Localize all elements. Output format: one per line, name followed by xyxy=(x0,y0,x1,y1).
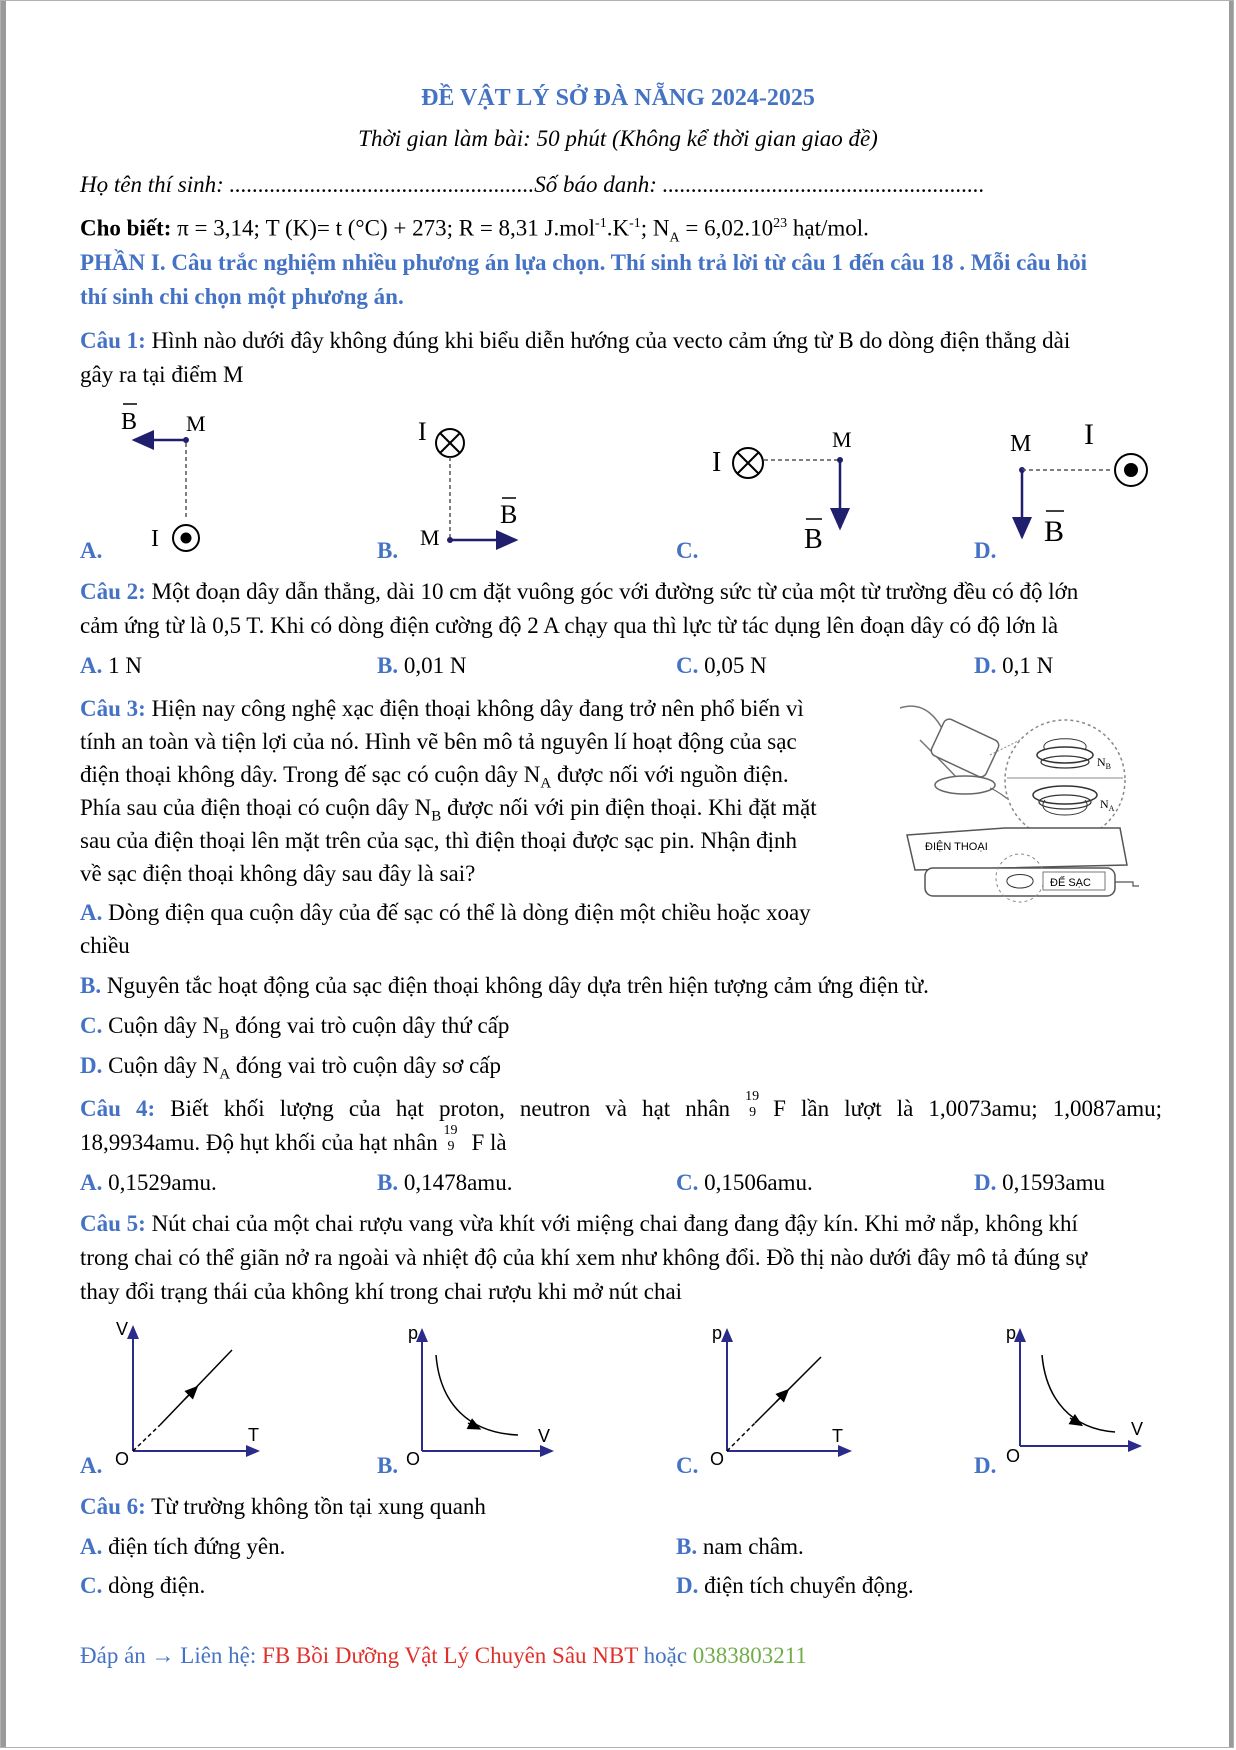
option-text: Cuộn dây N xyxy=(102,1053,220,1078)
given-text: ; N xyxy=(640,215,670,241)
q3-option-a[interactable] xyxy=(80,896,811,929)
q4-option-b[interactable] xyxy=(377,1166,512,1199)
origin-label: O xyxy=(1006,1446,1021,1466)
q5-option-a[interactable] xyxy=(80,1449,102,1482)
q1-stem-2: gây ra tại điểm M xyxy=(80,362,244,387)
q1-label: Câu 1: xyxy=(80,328,146,353)
option-label: A. xyxy=(80,1534,103,1559)
q3-sub: A xyxy=(540,775,552,792)
footer-contact xyxy=(80,1643,807,1669)
coil-na-label: $N_A$ xyxy=(1100,797,1115,813)
atomic-number: 9 xyxy=(749,1105,757,1120)
option-label: D. xyxy=(974,1453,997,1478)
option-text: 0,1529amu. xyxy=(102,1170,217,1195)
q5-text: Nút chai của một chai rượu vang vừa khít với miệng chai đang đang đậy kín. Khi mở nắp, không khí xyxy=(145,1211,1078,1236)
given-sup: -1 xyxy=(595,216,607,231)
current-i-label: I xyxy=(1084,418,1094,451)
current-i-label: I xyxy=(151,526,159,552)
given-label: Cho biết: xyxy=(80,215,172,241)
current-i-label: I xyxy=(418,417,427,446)
q6-option-a[interactable] xyxy=(80,1530,285,1563)
q2-option-c[interactable] xyxy=(676,649,767,682)
point-m-label: M xyxy=(832,427,852,452)
option-text: điện tích đứng yên. xyxy=(102,1534,286,1559)
q1-fig-c xyxy=(712,427,852,555)
option-label: D. xyxy=(676,1573,699,1598)
x-axis-label: V xyxy=(538,1426,551,1446)
q3-stem-5: sau của điện thoại lên mặt trên của sạc, thì điện thoại được sạc pin. Nhận định xyxy=(80,828,797,853)
y-axis-label: p xyxy=(712,1323,723,1343)
option-text: 0,1593amu xyxy=(996,1170,1105,1195)
q3-sub: B xyxy=(431,808,442,825)
y-axis-label: V xyxy=(116,1319,129,1339)
given-sub: A xyxy=(669,230,680,246)
option-text: điện tích chuyển động. xyxy=(698,1573,914,1598)
option-label: C. xyxy=(80,1573,103,1598)
q5-graphs xyxy=(0,1315,1236,1475)
q3-text: Phía sau của điện thoại có cuộn dây N xyxy=(80,795,432,820)
mass-number: 19 xyxy=(443,1123,458,1138)
q6-stem xyxy=(80,1490,486,1523)
given-text: .K xyxy=(606,215,630,241)
option-text: Dòng điện qua cuộn dây của đế sạc có thể là dòng điện một chiều hoặc xoay xyxy=(102,900,811,925)
option-label: A. xyxy=(80,1170,103,1195)
q2-text: Một đoạn dây dẫn thẳng, dài 10 cm đặt vuông góc với đường sức từ của một từ trường đều có độ lớn xyxy=(145,579,1079,604)
given-text: π = 3,14; T (K)= t (°C) + 273; R = 8,31 J.mol xyxy=(171,215,596,241)
section-heading-2: thí sinh chi chọn một phương án. xyxy=(80,284,404,309)
q6-text: Từ trường không tồn tại xung quanh xyxy=(145,1494,486,1519)
q3-option-a-cont: chiều xyxy=(80,933,130,958)
given-text: = 6,02.10 xyxy=(679,215,774,241)
q4-text: lần lượt là 1,0073amu; 1,0087amu; xyxy=(785,1096,1163,1121)
origin-label: O xyxy=(115,1449,130,1469)
q4-text: Biết khối lượng của hạt proton, neutron và hạt nhân xyxy=(155,1096,746,1121)
candidate-name: Họ tên thí sinh: ..................................................... xyxy=(80,172,535,197)
q6-option-d[interactable] xyxy=(676,1569,914,1602)
q3-text: điện thoại không dây. Trong đế sạc có cuộn dây N xyxy=(80,762,541,787)
option-text: Nguyên tắc hoạt động của sạc điện thoại không dây dựa trên hiện tượng cảm ứng điện từ. xyxy=(101,973,929,998)
option-label: A. xyxy=(80,900,103,925)
q3-text: được nối với pin điện thoại. Khi đặt mặt xyxy=(441,795,817,820)
option-label: B. xyxy=(377,538,399,563)
q4-label: Câu 4: xyxy=(80,1096,156,1121)
option-label: A. xyxy=(80,1453,103,1478)
q1-option-d[interactable] xyxy=(974,534,996,567)
option-label: D. xyxy=(974,1170,997,1195)
option-label: B. xyxy=(377,1170,399,1195)
given-sup: -1 xyxy=(629,216,641,231)
phone-label: ĐIỆN THOẠI xyxy=(925,841,988,853)
q4-stem-2 xyxy=(80,1123,507,1159)
option-text: 0,01 N xyxy=(398,653,467,678)
point-m-label: M xyxy=(1010,431,1032,457)
q3-label: Câu 3: xyxy=(80,696,146,721)
current-i-label: I xyxy=(712,447,722,478)
option-label: A. xyxy=(80,538,103,563)
q4-option-c[interactable] xyxy=(676,1166,813,1199)
q3-stem-6: về sạc điện thoại không dây sau đây là sai? xyxy=(80,861,476,886)
q1-fig-a xyxy=(121,404,206,552)
option-text: 0,1478amu. xyxy=(398,1170,513,1195)
option-text: 0,05 N xyxy=(698,653,767,678)
q6-option-b[interactable] xyxy=(676,1530,804,1563)
q3-stem-2: tính an toàn và tiện lợi của nó. Hình vẽ bên mô tả nguyên lí hoạt động của sạc xyxy=(80,729,797,754)
q1-stem xyxy=(80,324,1070,357)
q5-label: Câu 5: xyxy=(80,1211,146,1236)
q5-option-c[interactable] xyxy=(676,1449,698,1482)
q2-stem-2: cảm ứng từ là 0,5 T. Khi có dòng điện cường độ 2 A chạy qua thì lực từ tác dụng lên đoạn dây có độ lớn là xyxy=(80,613,1059,638)
option-label: B. xyxy=(377,1453,399,1478)
q1-fig-b xyxy=(418,417,517,550)
option-text: dòng điện. xyxy=(102,1573,206,1598)
option-text: 0,1 N xyxy=(996,653,1054,678)
point-m-label: M xyxy=(420,525,440,550)
q4-option-d[interactable] xyxy=(974,1166,1105,1199)
option-label: D. xyxy=(974,653,997,678)
q3-option-d[interactable] xyxy=(80,1049,501,1092)
option-sub: A xyxy=(219,1066,231,1083)
option-text: Cuộn dây N xyxy=(102,1013,220,1038)
point-m-label: M xyxy=(186,411,206,436)
option-text: nam châm. xyxy=(697,1534,804,1559)
footer-phone[interactable]: 0383803211 xyxy=(692,1643,807,1668)
q2-stem xyxy=(80,575,1078,608)
option-label: A. xyxy=(80,653,103,678)
option-label: C. xyxy=(676,538,699,563)
q5-graph-c xyxy=(710,1323,850,1469)
x-axis-label: T xyxy=(832,1426,843,1446)
footer-fb-link[interactable]: FB Bồi Dưỡng Vật Lý Chuyên Sâu NBT xyxy=(262,1643,638,1668)
nuclide-symbol xyxy=(443,1123,471,1154)
q5-stem-3: thay đổi trạng thái của không khí trong chai rượu khi mở nút chai xyxy=(80,1279,683,1304)
q4-stem xyxy=(80,1089,1163,1125)
q5-stem xyxy=(80,1207,1078,1240)
exam-title: ĐỀ VẬT LÝ SỞ ĐÀ NẴNG 2024-2025 xyxy=(421,85,815,111)
mass-number: 19 xyxy=(745,1089,760,1104)
wireless-charger-figure xyxy=(895,700,1145,905)
option-label: B. xyxy=(80,973,102,998)
q4-text: là xyxy=(484,1130,507,1155)
q5-graph-a xyxy=(115,1319,259,1469)
option-label: B. xyxy=(676,1534,698,1559)
q4-text: 18,9934amu. Độ hụt khối của hạt nhân xyxy=(80,1130,444,1155)
x-axis-label: V xyxy=(1131,1419,1144,1439)
b-vector-label: B xyxy=(804,524,823,555)
nuclide-symbol-text: F xyxy=(471,1130,485,1155)
b-vector-label: B xyxy=(1044,515,1065,548)
option-text: 1 N xyxy=(102,653,142,678)
x-axis-label: T xyxy=(248,1425,259,1445)
option-label: D. xyxy=(974,538,997,563)
q1-figures xyxy=(0,395,1236,565)
q1-option-b[interactable] xyxy=(377,534,398,567)
origin-label: O xyxy=(710,1449,725,1469)
option-text: 0,1506amu. xyxy=(698,1170,813,1195)
exam-subtitle: Thời gian làm bài: 50 phút (Không kể thời gian giao đề) xyxy=(358,126,878,151)
q3-stem xyxy=(80,692,804,725)
candidate-id: Số báo danh: ........................................................ xyxy=(534,172,985,197)
given-text: hạt/mol. xyxy=(787,215,869,241)
q5-stem-2: trong chai có thể giãn nở ra ngoài và nhiệt độ của khí xem như không đổi. Đồ thị nào dưới đây mô tả đúng sự xyxy=(80,1245,1088,1270)
y-axis-label: p xyxy=(1006,1323,1017,1343)
q3-text: được nối với nguồn điện. xyxy=(551,762,789,787)
q3-text: Hiện nay công nghệ xạc điện thoại không dây đang trở nên phổ biến vì xyxy=(145,696,804,721)
q3-option-c[interactable] xyxy=(80,1009,509,1052)
option-label: C. xyxy=(676,1453,699,1478)
q1-text: Hình nào dưới đây không đúng khi biểu diễn hướng của vecto cảm ứng từ B do dòng điện thẳng dài xyxy=(145,328,1071,353)
option-label: C. xyxy=(676,1170,699,1195)
candidate-line xyxy=(80,168,985,201)
b-vector-label: B xyxy=(121,409,138,435)
y-axis-label: p xyxy=(408,1323,419,1343)
q2-option-b[interactable] xyxy=(377,649,466,682)
q3-option-b[interactable] xyxy=(80,969,929,1002)
q5-option-b[interactable] xyxy=(377,1449,398,1482)
origin-label: O xyxy=(406,1449,421,1469)
q2-option-d[interactable] xyxy=(974,649,1053,682)
atomic-number: 9 xyxy=(447,1139,455,1154)
q5-option-d[interactable] xyxy=(974,1449,996,1482)
coil-nb-label: $N_B$ xyxy=(1097,755,1112,771)
q1-option-c[interactable] xyxy=(676,534,698,567)
q1-fig-d xyxy=(1010,418,1147,548)
q6-label: Câu 6: xyxy=(80,1494,146,1519)
option-label: C. xyxy=(676,653,699,678)
option-sub: B xyxy=(219,1026,230,1043)
given-sup: 23 xyxy=(773,216,788,231)
q4-option-a[interactable] xyxy=(80,1166,217,1199)
option-text: đóng vai trò cuộn dây thứ cấp xyxy=(229,1013,510,1038)
base-label: ĐẾ SẠC xyxy=(1050,877,1091,889)
q2-label: Câu 2: xyxy=(80,579,146,604)
footer-or: hoặc xyxy=(637,1643,693,1668)
section-heading: PHẦN I. Câu trắc nghiệm nhiều phương án lựa chọn. Thí sinh trả lời từ câu 1 đến câu 18 . Mỗi câu hỏi xyxy=(80,250,1088,275)
option-label: B. xyxy=(377,653,399,678)
footer-prefix: Đáp án → Liên hệ: xyxy=(80,1643,263,1668)
nuclide-symbol xyxy=(745,1089,773,1120)
nuclide-symbol-text: F xyxy=(773,1096,786,1121)
option-label: C. xyxy=(80,1013,103,1038)
option-text: đóng vai trò cuộn dây sơ cấp xyxy=(230,1053,501,1078)
q5-graph-d xyxy=(1006,1323,1143,1466)
b-vector-label: B xyxy=(500,500,518,529)
q2-option-a[interactable] xyxy=(80,649,142,682)
q6-option-c[interactable] xyxy=(80,1569,205,1602)
q5-graph-b xyxy=(406,1323,552,1469)
option-label: D. xyxy=(80,1053,103,1078)
q1-option-a[interactable] xyxy=(80,534,102,567)
